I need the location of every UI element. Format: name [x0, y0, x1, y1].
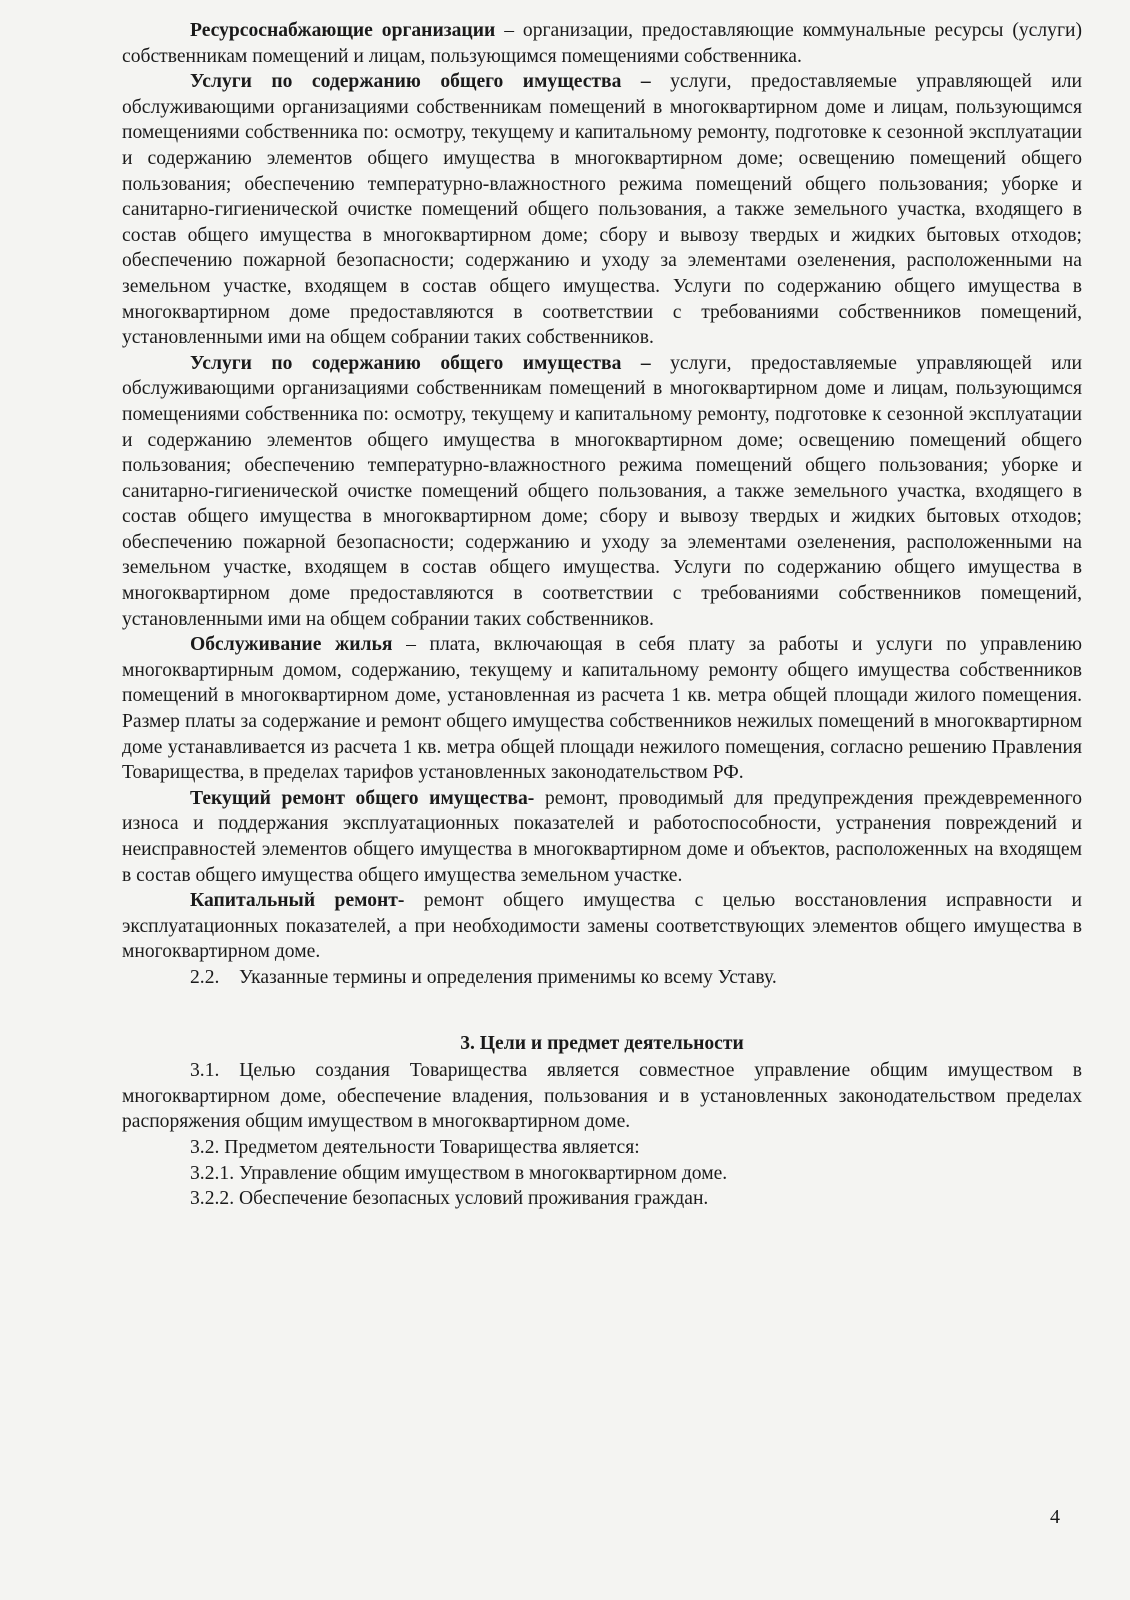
definition-paragraph — [122, 18, 1082, 69]
clause-3-2-2: 3.2.2. Обеспечение безопасных условий проживания граждан. — [190, 1188, 709, 1210]
definition-separator: – — [495, 20, 523, 41]
definition-term: Услуги по содержанию общего имущества – — [190, 71, 651, 93]
definition-text: организации, предоставляющие коммунальные ресурсы (услуги) собственникам помещений и лицам, пользующимся помещениями собственника. — [122, 20, 1082, 67]
definition-term: Обслуживание жилья — [190, 634, 393, 656]
clause-3-2-1: 3.2.1. Управление общим имуществом в многоквартирном доме. — [190, 1162, 728, 1184]
definition-text: услуги, предоставляемые управляющей или обслуживающими организациями собственникам помещений в многоквартирном доме и лицам, пользующимся помещениями собственника по: осмотру, текущему и капитальному ремонту, подготовке к сезонной эксплуатации и содержанию элементов общего имущества в многоквартирном доме; освещению помещений общего пользования; обеспечению температурно-влажностного режима помещений общего пользования; уборке и санитарно-гигиенической очистке помещений общего пользования, а также земельного участка, входящего в состав общего имущества в многоквартирном доме; сбору и вывозу твердых и жидких бытовых отходов; обеспечению пожарной безопасности; содержанию и уходу за элементами озеленения, расположенными на земельном участке, входящем в состав общего имущества. Услуги по содержанию общего имущества в многоквартирном доме предоставляются в соответствии с требованиями собственников помещений, установленными ими на общем собрании таких собственников. — [122, 71, 1082, 349]
clause-2-2: 2.2. Указанные термины и определения применимы ко всему Уставу. — [190, 966, 777, 988]
definition-paragraph — [122, 786, 1082, 888]
definition-text: ремонт, проводимый для предупреждения преждевременного износа и поддержания эксплуатационных показателей и работоспособности, устранения повреждений и неисправностей элементов общего имущества в многоквартирном доме и объектов, расположенных на входящем в состав общего имущества общего имущества земельном участке. — [122, 787, 1082, 886]
definition-separator — [404, 890, 423, 911]
definition-text: плата, включающая в себя плату за работы и услуги по управлению многоквартирным домом, содержанию, текущему и капитальному ремонту общего имущества собственников помещений в многоквартирном доме, установленная из расчета 1 кв. метра общей площади жилого помещения. Размер платы за содержание и ремонт общего имущества собственников нежилых помещений в многоквартирном доме устанавливается из расчета 1 кв. метра общей площади нежилого помещения, согласно решению Правления Товарищества, в пределах тарифов установленных законодательством РФ. — [122, 634, 1082, 784]
definition-separator — [651, 353, 670, 374]
clause-3-2: 3.2. Предметом деятельности Товарищества является: — [190, 1136, 640, 1158]
clause-3-1: 3.1. Целью создания Товарищества является совместное управление общим имуществом в многоквартирном доме, обеспечение владения, пользования и в установленных законодательством пределах распоряжения общим имуществом в многоквартирном доме. — [122, 1060, 1082, 1133]
definition-separator: – — [392, 634, 430, 656]
section-heading: 3. Цели и предмет деятельности — [460, 1032, 744, 1054]
definition-paragraph — [122, 632, 1082, 786]
document-body — [122, 18, 1082, 1212]
definition-term: Услуги по содержанию общего имущества – — [190, 352, 651, 374]
definition-term: Текущий ремонт общего имущества- — [190, 787, 535, 809]
page-number: 4 — [1050, 1506, 1060, 1528]
definition-text: ремонт общего имущества с целью восстановления исправности и эксплуатационных показателей, а при необходимости замены соответствующих элементов общего имущества в многоквартирном доме. — [122, 890, 1082, 963]
definition-term: Капитальный ремонт- — [190, 890, 405, 912]
definition-paragraph — [122, 351, 1082, 633]
definition-term: Ресурсоснабжающие организации — [190, 20, 496, 41]
definition-paragraph — [122, 888, 1082, 965]
definition-separator — [534, 788, 545, 809]
definition-paragraph — [122, 69, 1082, 351]
definition-text: услуги, предоставляемые управляющей или обслуживающими организациями собственникам помещений в многоквартирном доме и лицам, пользующимся помещениями собственника по: осмотру, текущему и капитальному ремонту, подготовке к сезонной эксплуатации и содержанию элементов общего имущества в многоквартирном доме; освещению помещений общего пользования; обеспечению температурно-влажностного режима помещений общего пользования; уборке и санитарно-гигиенической очистке помещений общего пользования, а также земельного участка, входящего в состав общего имущества в многоквартирном доме; сбору и вывозу твердых и жидких бытовых отходов; обеспечению пожарной безопасности; содержанию и уходу за элементами озеленения, расположенными на земельном участке, входящем в состав общего имущества. Услуги по содержанию общего имущества в многоквартирном доме предоставляются в соответствии с требованиями собственников помещений, установленными ими на общем собрании таких собственников. — [122, 352, 1082, 630]
definition-separator — [651, 71, 670, 92]
